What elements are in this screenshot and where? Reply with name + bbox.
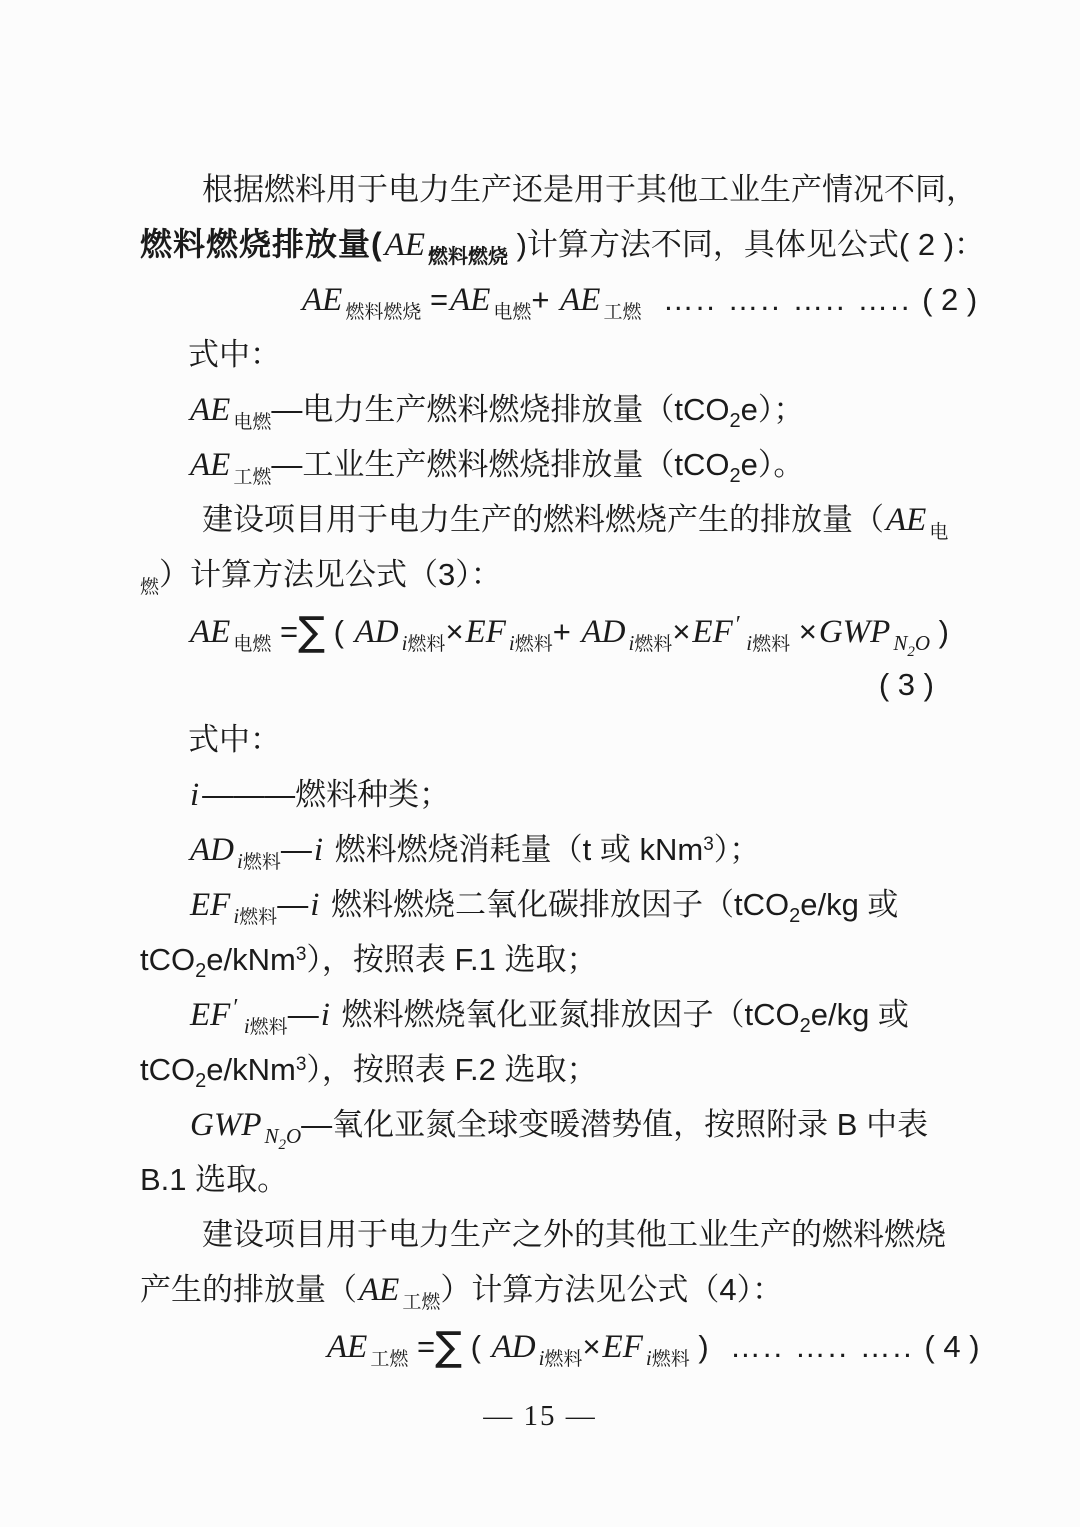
text-segment-subv: i (233, 904, 240, 928)
text-segment-sub: 电 (929, 522, 949, 543)
def-gwp-line-2 (140, 1152, 940, 1207)
text-segment-sub: 燃 (140, 577, 160, 598)
text-segment-cn: 建设项目用于电力生产之外的其他工业生产的燃料燃烧 (202, 1217, 946, 1252)
text-segment-var: AE (190, 392, 231, 428)
text-segment-cn: e/kg 或 (800, 887, 899, 922)
text-segment-subn: 2 (789, 905, 801, 927)
text-segment-cn: —电力生产燃料燃烧排放量（tCO (271, 392, 730, 427)
text-segment-cn: ( 4 ) (924, 1329, 980, 1364)
text-segment-sub: 燃料 (634, 634, 673, 655)
def-ad (140, 822, 940, 877)
text-segment-cn: ( 2 ) (922, 282, 978, 317)
text-segment-subv: i (238, 1014, 250, 1038)
page-number: — 15 — (483, 1400, 597, 1432)
def-ef-prime-line-2 (140, 1042, 940, 1097)
text-segment-subv: O (286, 1124, 302, 1148)
text-segment-cn: —工业生产燃料燃烧排放量（tCO (271, 447, 730, 482)
def-i (140, 767, 940, 822)
formula-4 (140, 1317, 980, 1372)
text-segment-cn: ），按照表 F.2 选取； (306, 1052, 598, 1087)
text-segment-cn: 燃料燃烧消耗量（t 或 kNm (326, 832, 704, 867)
text-segment-sub: 电燃 (493, 302, 532, 323)
text-segment-dots: ….. ….. ….. ….. (641, 282, 923, 317)
text-segment-cn: × (790, 614, 817, 649)
text-segment-supp: ′ (233, 995, 239, 1021)
text-segment-var: EF (602, 1329, 643, 1365)
text-segment-sub: 燃料 (752, 634, 791, 655)
text-segment-subv: N (264, 1124, 279, 1148)
text-segment-var: AE (327, 1329, 368, 1365)
text-segment-sub: 燃料 (407, 634, 446, 655)
text-segment-cn: ），按照表 F.1 选取； (306, 942, 598, 977)
text-segment-cn: —氧化亚氮全球变暖潜势值，按照附录 B 中表 (301, 1107, 929, 1142)
text-segment-var: AD (190, 832, 234, 868)
text-segment-subv: N (893, 631, 908, 655)
text-segment-subv2: 2 (907, 644, 915, 660)
text-segment-subv: i (741, 631, 753, 655)
text-segment-cn: ) (689, 1329, 709, 1364)
text-segment-cn: = (271, 614, 299, 649)
text-segment-cn: — (287, 997, 319, 1032)
text-segment-cn: × (582, 1329, 601, 1364)
def-ef-line-1 (140, 877, 940, 932)
text-segment-dots: ….. ….. ….. (708, 1329, 925, 1364)
text-segment-sup: 3 (295, 944, 307, 965)
text-segment-subn: 2 (195, 1070, 207, 1092)
text-segment-subv: i (237, 849, 243, 873)
text-segment-var: AE (190, 447, 231, 483)
text-segment-cn: 根据燃料用于电力生产还是用于其他工业生产情况不同， (202, 172, 977, 207)
text-segment-var: AE (384, 227, 425, 263)
text-segment-sub: 燃料 (249, 1017, 288, 1038)
def-ae-gongran (140, 437, 940, 492)
text-segment-var: AD (581, 614, 626, 650)
text-segment-sub: 燃料 (544, 1349, 583, 1370)
text-segment-cn: 式中： (188, 722, 281, 757)
text-segment-var: i (320, 997, 330, 1033)
para-1-line-1 (140, 162, 977, 217)
text-segment-subb: 燃料燃烧 (428, 246, 508, 268)
text-segment-var: AE (886, 502, 927, 538)
text-segment-sub: 燃料 (242, 852, 281, 873)
text-segment-cn: — (277, 887, 309, 922)
def-ef-line-2 (140, 932, 940, 987)
text-segment-var: EF (190, 887, 231, 923)
text-segment-subv: i (538, 1346, 545, 1370)
text-segment-sub: 电燃 (233, 412, 272, 433)
text-segment-var: GWP (190, 1107, 262, 1143)
text-segment-cn: ）； (713, 832, 761, 867)
text-segment-subn: 2 (729, 465, 741, 487)
text-segment-cn: ) (930, 614, 949, 649)
para-1-line-2 (140, 217, 986, 272)
text-segment-sub: 工燃 (402, 1292, 441, 1313)
text-segment-cnb: 燃料燃烧排放量( (140, 226, 383, 262)
text-segment-sub: 工燃 (603, 302, 642, 323)
formula-2 (140, 272, 978, 327)
text-segment-var: AD (491, 1329, 536, 1365)
text-segment-cn: ( (325, 614, 353, 649)
def-ef-prime-line-1 (140, 987, 940, 1042)
text-segment-subv2: 2 (278, 1137, 286, 1153)
text-segment-subn: 2 (195, 960, 207, 982)
text-segment-cn: 燃料燃烧二氧化碳排放因子（tCO (322, 887, 790, 922)
text-segment-sub: 燃料 (651, 1349, 690, 1370)
text-segment-cn: tCO (140, 1052, 196, 1087)
text-segment-subn: 2 (799, 1015, 811, 1037)
text-segment-var: i (310, 887, 320, 923)
text-segment-sub: 燃料 (514, 634, 553, 655)
formula-3 (140, 602, 949, 660)
text-segment-var: AE (302, 282, 343, 318)
formula-2-legend-label (140, 327, 940, 382)
text-segment-cn: + (552, 614, 580, 649)
text-segment-cn: ）计算方法见公式（3）： (159, 557, 502, 592)
text-segment-var: i (190, 777, 200, 813)
text-segment-cn: e/kNm (206, 942, 296, 977)
text-segment-cn: ———燃料种类； (202, 777, 451, 812)
text-segment-sub: 工燃 (370, 1349, 409, 1370)
text-segment-cn: — (280, 832, 312, 867)
para-3-line-2 (140, 1262, 940, 1317)
text-segment-cn: × (445, 614, 464, 649)
text-segment-cn: = (421, 282, 449, 317)
formula-3-legend-label (140, 712, 940, 767)
text-segment-var: AD (354, 614, 399, 650)
text-segment-cn: 燃料燃烧氧化亚氮排放因子（tCO (332, 997, 800, 1032)
text-segment-subn: 2 (729, 410, 741, 432)
para-3-line-1 (140, 1207, 946, 1262)
def-gwp-line-1 (140, 1097, 940, 1152)
text-segment-cn: 产生的排放量（ (140, 1272, 357, 1307)
text-segment-cn: × (672, 614, 691, 649)
text-segment-var: GWP (818, 614, 891, 650)
text-segment-subv: i (401, 631, 408, 655)
text-segment-supp: ′ (735, 612, 741, 638)
text-segment-subv: i (508, 631, 515, 655)
text-segment-cn: 建设项目用于电力生产的燃料燃烧产生的排放量（ (202, 502, 884, 537)
text-segment-cn: ）计算方法见公式（4）： (440, 1272, 784, 1307)
text-segment-sub: 燃料 (239, 907, 278, 928)
text-segment-var: EF (190, 997, 231, 1033)
text-segment-subv: O (914, 631, 930, 655)
text-segment-sup: 3 (703, 834, 714, 855)
text-segment-var: EF (692, 614, 733, 650)
text-segment-var: AE (190, 614, 231, 650)
text-segment-sum: ∑ (298, 609, 326, 655)
text-segment-var: AE (560, 282, 601, 318)
para-2-line-2 (140, 547, 940, 602)
def-ae-dianran (140, 382, 940, 437)
text-segment-cn: tCO (140, 942, 196, 977)
text-segment-sum: ∑ (435, 1324, 463, 1370)
text-segment-cn: e/kg 或 (810, 997, 909, 1032)
text-segment-cn: e）。 (740, 447, 805, 482)
text-segment-sub: 工燃 (233, 467, 272, 488)
text-segment-subv: i (645, 1346, 652, 1370)
formula-3-number (140, 657, 940, 712)
text-segment-sub: 燃料燃烧 (345, 302, 422, 323)
text-segment-var: EF (465, 614, 506, 650)
text-segment-cn: B.1 选取。 (140, 1162, 289, 1197)
text-segment-var: AE (450, 282, 491, 318)
text-segment-var: AE (359, 1272, 400, 1308)
para-2-line-1 (140, 492, 949, 547)
text-segment-sub: 电燃 (233, 634, 272, 655)
text-segment-cn: e）； (740, 392, 805, 427)
text-segment-cn: e/kNm (206, 1052, 296, 1087)
text-segment-cn: ( 3 ) (878, 667, 934, 702)
document-content (140, 162, 986, 1372)
text-segment-subv: i (628, 631, 635, 655)
text-segment-cn: 式中： (188, 337, 281, 372)
text-segment-sup: 3 (295, 1054, 307, 1075)
text-segment-cn: + (531, 282, 559, 317)
text-segment-cn: ( (462, 1329, 490, 1364)
text-segment-var: i (313, 832, 324, 868)
text-segment-cn: = (408, 1329, 436, 1364)
text-segment-cn: )计算方法不同，具体见公式( 2 )： (508, 227, 986, 262)
